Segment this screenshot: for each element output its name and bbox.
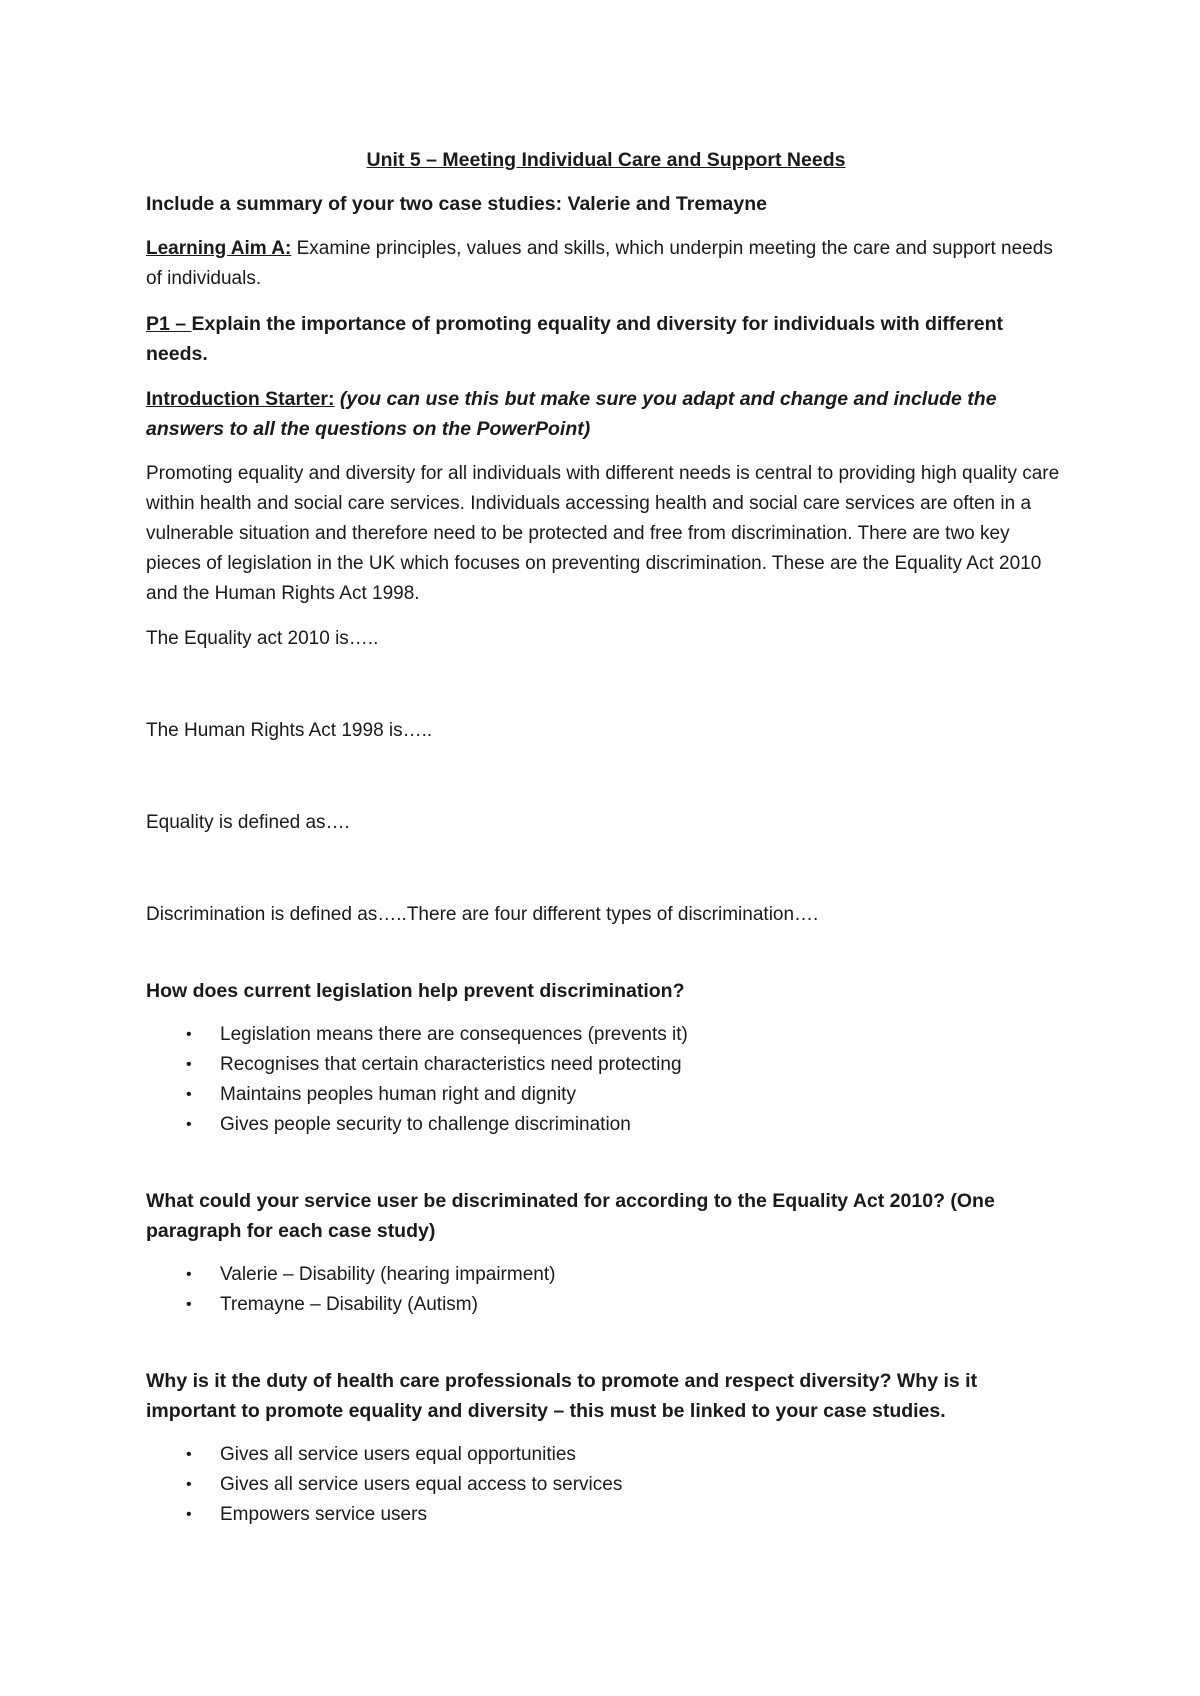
list-item: • Recognises that certain characteristics need protecting	[186, 1050, 1066, 1080]
intro-label: Introduction Starter:	[146, 388, 335, 410]
summary-instruction: Include a summary of your two case studies: Valerie and Tremayne	[146, 193, 767, 215]
section-heading-legislation: How does current legislation help prevent discrimination?	[146, 980, 685, 1002]
bullet-list-legislation	[146, 1020, 1066, 1140]
bullet-icon: •	[186, 1446, 192, 1463]
learning-aim-label: Learning Aim A:	[146, 238, 292, 259]
list-item: • Gives all service users equal access to services	[186, 1470, 1066, 1500]
prompt-human-rights-act: The Human Rights Act 1998 is…..	[146, 720, 433, 741]
bullet-icon: •	[186, 1296, 192, 1313]
bullet-icon: •	[186, 1056, 192, 1073]
document-title: Unit 5 – Meeting Individual Care and Support Needs	[366, 149, 846, 171]
p1-criterion	[146, 309, 1066, 369]
learning-aim	[146, 234, 1066, 294]
prompt-equality-definition: Equality is defined as….	[146, 812, 350, 833]
intro-text: (you can use this but make sure you adapt and change and include the answers to all the questions on the PowerPoint)	[146, 388, 997, 440]
list-item: • Maintains peoples human right and dignity	[186, 1080, 1066, 1110]
list-item: • Tremayne – Disability (Autism)	[186, 1290, 1066, 1320]
section-heading-discrimination: What could your service user be discriminated for according to the Equality Act 2010? (One paragraph for each case study)	[146, 1190, 995, 1242]
list-item: • Gives people security to challenge discrimination	[186, 1110, 1066, 1140]
bullet-icon: •	[186, 1026, 192, 1043]
bullet-icon: •	[186, 1116, 192, 1133]
document-body	[146, 145, 1066, 1530]
prompt-discrimination-definition: Discrimination is defined as…..There are four different types of discrimination….	[146, 904, 819, 925]
p1-text: Explain the importance of promoting equality and diversity for individuals with different needs.	[146, 313, 1004, 365]
bullet-icon: •	[186, 1086, 192, 1103]
bullet-icon: •	[186, 1476, 192, 1493]
bullet-icon: •	[186, 1506, 192, 1523]
prompt-equality-act: The Equality act 2010 is…..	[146, 628, 379, 649]
section-heading-diversity-duty: Why is it the duty of health care professionals to promote and respect diversity? Why is it important to promote equality and diversity – this must be linked to your case studies.	[146, 1370, 978, 1422]
p1-label: P1 –	[146, 313, 192, 335]
intro-starter	[146, 384, 1066, 444]
bullet-list-case-studies	[146, 1260, 1066, 1320]
list-item: • Valerie – Disability (hearing impairment)	[186, 1260, 1066, 1290]
list-item: • Empowers service users	[186, 1500, 1066, 1530]
list-item: • Legislation means there are consequences (prevents it)	[186, 1020, 1066, 1050]
bullet-icon: •	[186, 1266, 192, 1283]
learning-aim-text: Examine principles, values and skills, which underpin meeting the care and support needs of individuals.	[146, 238, 1053, 289]
intro-paragraph: Promoting equality and diversity for all individuals with different needs is central to providing high quality care within health and social care services. Individuals accessing health and social care services are often in a vulnerable situation and therefore need to be protected and free from discrimination. There are two key pieces of legislation in the UK which focuses on preventing discrimination. These are the Equality Act 2010 and the Human Rights Act 1998.	[146, 463, 1060, 604]
list-item: • Gives all service users equal opportunities	[186, 1440, 1066, 1470]
bullet-list-diversity	[146, 1440, 1066, 1530]
